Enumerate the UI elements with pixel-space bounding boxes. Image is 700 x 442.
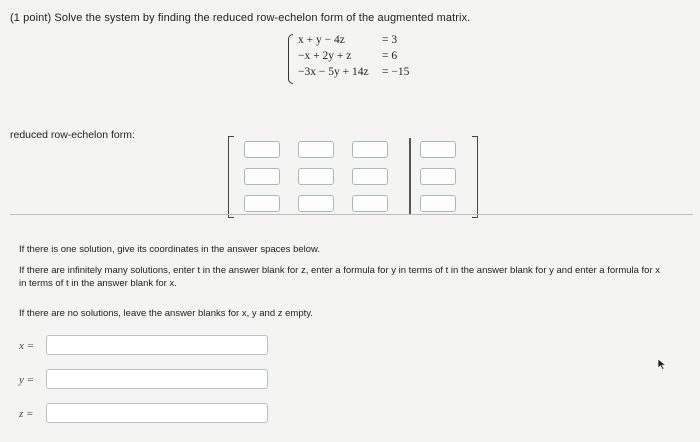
y-answer-input[interactable]	[46, 369, 268, 389]
z-label: z =	[19, 408, 34, 420]
y-label: y =	[19, 374, 35, 386]
section-divider	[10, 214, 693, 215]
matrix-cell-r1c1[interactable]	[244, 141, 280, 158]
rref-label: reduced row-echelon form:	[10, 129, 135, 141]
equation-3-rhs: = −15	[382, 66, 410, 78]
one-solution-instruction: If there is one solution, give its coordinates in the answer spaces below.	[19, 244, 321, 255]
equation-3-lhs: −3x − 5y + 14z	[298, 66, 369, 78]
matrix-left-bracket	[228, 136, 234, 218]
matrix-cell-r1c2[interactable]	[298, 141, 334, 158]
matrix-cell-r2c4[interactable]	[420, 168, 456, 185]
equation-system	[288, 34, 428, 82]
no-solution-instruction: If there are no solutions, leave the answer blanks for x, y and z empty.	[19, 308, 313, 319]
matrix-cell-r3c1[interactable]	[244, 195, 280, 212]
infinite-solutions-line-2: in terms of t in the answer blank for x.	[19, 278, 177, 289]
augmented-matrix	[228, 136, 478, 218]
infinite-solutions-instruction	[19, 264, 695, 290]
matrix-cell-r3c3[interactable]	[352, 195, 388, 212]
matrix-cell-r1c4[interactable]	[420, 141, 456, 158]
matrix-cell-r2c3[interactable]	[352, 168, 388, 185]
augment-divider	[409, 138, 411, 214]
problem-prompt: (1 point) Solve the system by finding the reduced row-echelon form of the augmented matrix.	[10, 12, 471, 24]
matrix-right-bracket	[472, 136, 478, 218]
matrix-cell-r2c1[interactable]	[244, 168, 280, 185]
equation-1-rhs: = 3	[382, 34, 398, 46]
z-answer-input[interactable]	[46, 403, 268, 423]
equation-2-rhs: = 6	[382, 50, 398, 62]
equation-2-lhs: −x + 2y + z	[298, 50, 352, 62]
matrix-cell-r2c2[interactable]	[298, 168, 334, 185]
infinite-solutions-line-1: If there are infinitely many solutions, enter t in the answer blank for z, enter a formula for y in terms of t in the answer blank for y and enter a formula for x	[19, 265, 661, 276]
matrix-cell-r3c4[interactable]	[420, 195, 456, 212]
pointer-cursor-icon	[657, 358, 667, 370]
x-answer-input[interactable]	[46, 335, 268, 355]
matrix-cell-r1c3[interactable]	[352, 141, 388, 158]
matrix-cell-r3c2[interactable]	[298, 195, 334, 212]
system-brace	[288, 34, 293, 84]
x-label: x =	[19, 340, 35, 352]
equation-1-lhs: x + y − 4z	[298, 34, 345, 46]
